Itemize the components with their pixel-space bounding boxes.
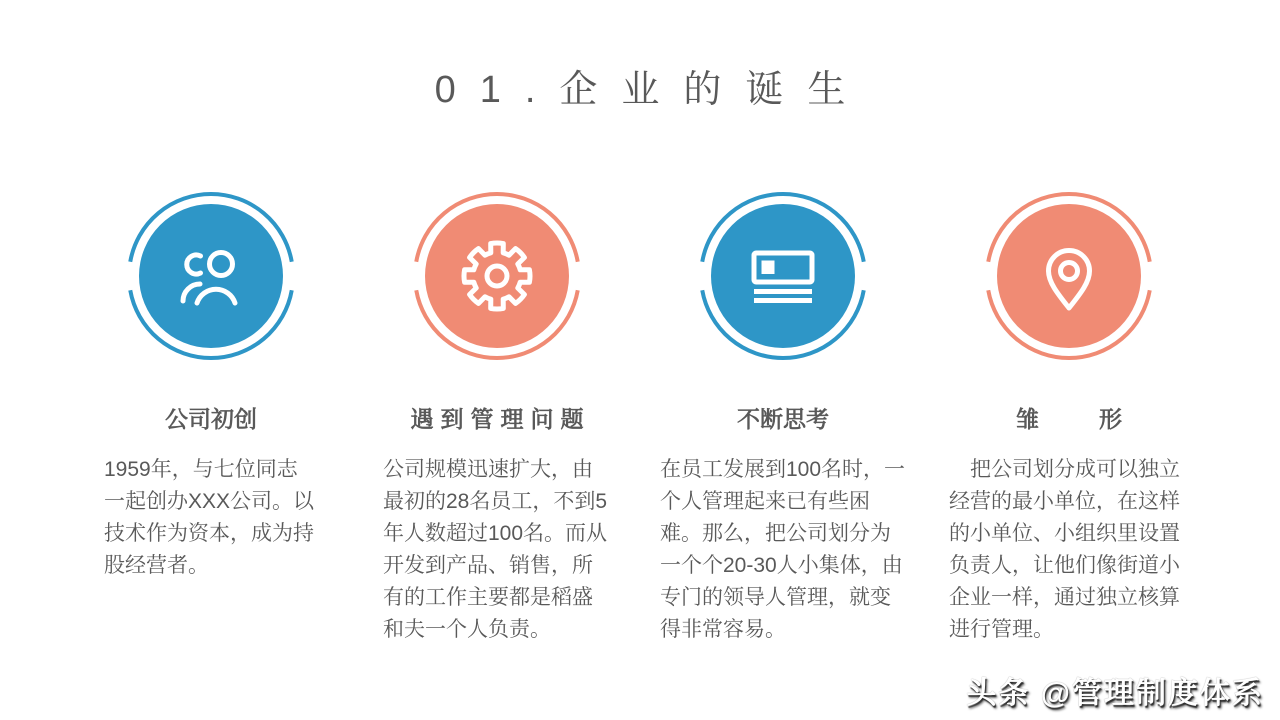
watermark-text: 头条 @管理制度体系 [966, 677, 1264, 710]
watermark [966, 668, 1264, 712]
circle-badge-3 [698, 191, 868, 361]
badge-circle [997, 204, 1141, 348]
columns-row [0, 191, 1280, 646]
badge-circle [425, 204, 569, 348]
slide-title: 01.企业的诞生 [434, 69, 870, 111]
column-heading-3: 不断思考 [737, 406, 829, 432]
column-management-problems [371, 191, 623, 646]
column-body-1: 1959年，与七位同志一起创办XXX公司。以技术作为资本，成为持股经营者。 [104, 458, 315, 577]
column-heading-4: 雏形 [1016, 406, 1182, 432]
badge-circle [711, 204, 855, 348]
column-body-3: 在员工发展到100名时，一个人管理起来已有些困难。那么，把公司划分为一个个20-30人小集体，由专门的领导人管理，就变得非常容易。 [660, 458, 906, 641]
circle-badge-1 [126, 191, 296, 361]
circle-badge-2 [412, 191, 582, 361]
column-continuous-thinking [657, 191, 909, 646]
column-body-2: 公司规模迅速扩大，由最初的28名员工，不到5年人数超过100名。而从开发到产品、销售，所有的工作主要都是稻盛和夫一个人负责。 [383, 458, 608, 641]
column-prototype [943, 191, 1195, 646]
circle-badge-4 [984, 191, 1154, 361]
column-heading-1: 公司初创 [165, 406, 257, 432]
badge-circle [139, 204, 283, 348]
column-company-founding [85, 191, 337, 646]
column-heading-2: 遇到管理问题 [410, 406, 591, 432]
column-body-4: 把公司划分成可以独立经营的最小单位，在这样的小单位、小组织里设置负责人，让他们像街道小企业一样，通过独立核算进行管理。 [949, 458, 1180, 641]
